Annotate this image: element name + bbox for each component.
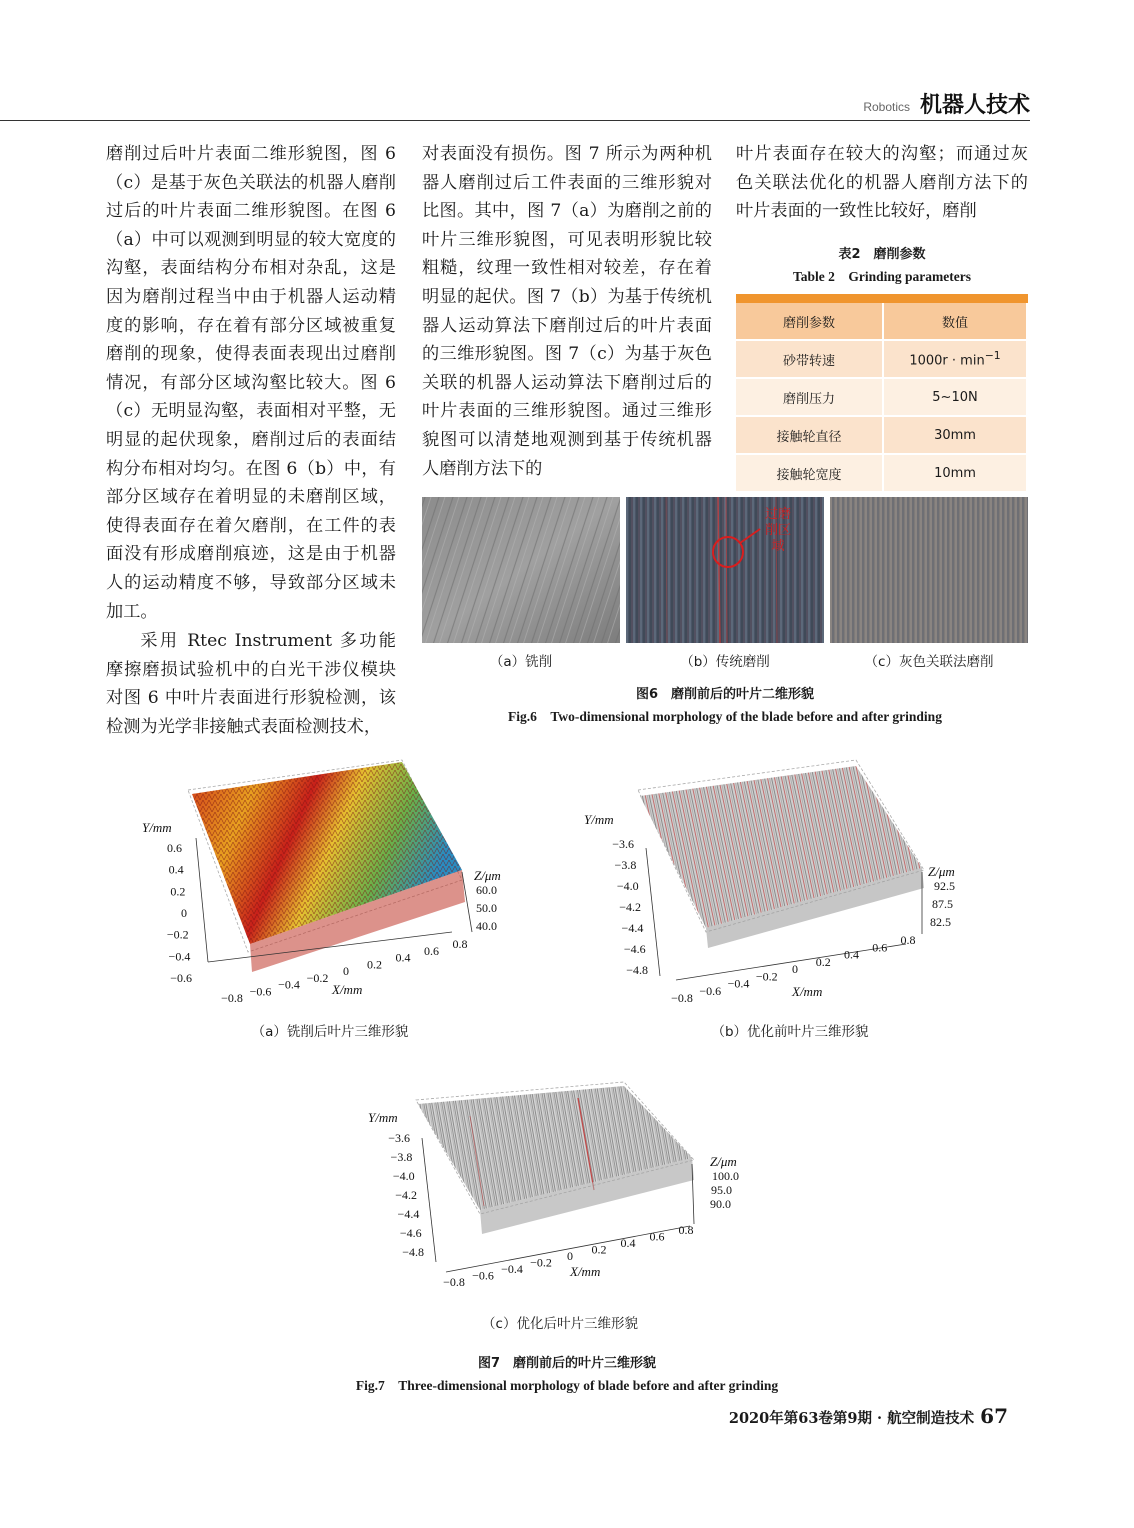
fig7a-caption: （a）铣削后叶片三维形貌 [251,1024,409,1040]
table-header: 磨削参数 [736,299,883,341]
table-cell: 接触轮宽度 [736,454,883,492]
y-axis-title: Y/mm [368,1110,398,1125]
tick-label: −3.8 [614,858,637,872]
tick-label: −0.2 [306,970,329,985]
text-column-1 [106,140,396,741]
tick-label: 87.5 [932,897,953,911]
table-row [736,454,1027,492]
tick-label: 90.0 [710,1197,731,1211]
tick-label: −4.8 [626,963,648,977]
tick-label: 0 [792,962,798,976]
tick-label: −0.4 [168,949,191,964]
tick-label: −0.8 [221,991,243,1005]
y-axis-ticks [612,837,648,977]
tick-label: −3.8 [390,1150,413,1164]
tick-label: −4.4 [397,1207,420,1221]
page-footer [729,1404,1008,1428]
x-axis-ticks [443,1223,693,1289]
text-column-2 [422,140,712,483]
y-axis-title: Y/mm [584,812,614,827]
tick-label: −0.6 [472,1268,494,1283]
tick-label: 0 [343,964,349,978]
tick-label: 0 [567,1249,573,1263]
tick-label: −0.6 [249,984,272,999]
z-axis-title: Z/μm [710,1154,737,1169]
y-axis-ticks [167,841,192,985]
tick-label: 60.0 [476,883,497,897]
tick-label: −4.2 [395,1188,417,1202]
tick-label: 0.2 [170,884,186,899]
tick-label: −0.2 [755,969,778,984]
tick-label: −4.6 [623,942,646,956]
tick-label: 0.2 [591,1242,607,1257]
tick-label: −4.6 [399,1226,422,1240]
tick-label: −0.6 [170,971,192,985]
tick-label: 0 [181,906,187,920]
tick-label: −0.2 [166,927,189,942]
tick-label: 0.6 [872,940,888,955]
table-row [736,416,1027,454]
tick-label: 0.6 [167,841,182,855]
tick-label: 92.5 [934,879,955,893]
y-axis-title: Y/mm [142,820,172,835]
tick-label: −0.2 [530,1255,552,1270]
x-axis-title: X/mm [332,982,363,997]
tick-label: −4.8 [402,1245,424,1259]
tick-label: −4.0 [392,1169,415,1183]
header-cn: 机器人技术 [919,93,1030,118]
table-cell: 30mm [883,416,1027,454]
text-column-3 [736,140,1028,226]
tick-label: −4.4 [621,921,644,935]
fig7-caption-en: Fig.7 Three-dimensional morphology of blade before and after grinding [355,1378,779,1393]
cell-superscript: −1 [984,349,1001,363]
header-en: Robotics [863,100,910,114]
tick-label: −4.2 [619,900,641,914]
tick-label: 0.6 [649,1229,665,1244]
tick-label: 0.8 [452,937,468,951]
tick-label: 82.5 [930,915,951,929]
tick-label: −3.6 [388,1131,410,1145]
tick-label: 0.2 [815,954,831,969]
fig6-caption-cn: 图6 磨削前后的叶片二维形貌 [635,687,815,702]
tick-label: −0.8 [443,1275,465,1289]
header-rule [0,120,1030,121]
running-header [0,88,1030,122]
tick-label: 0.4 [395,950,411,965]
table-header: 数值 [883,299,1027,341]
paragraph: 磨削过后叶片表面二维形貌图，图 6（c）是基于灰色关联法的机器人磨削过后的叶片表面二维形貌图。在图 6（a）中可以观测到明显的较大宽度的沟壑，表面结构分布相对杂乱，这是因为磨削过程当中由于机器人运动精度的影响，存在着有部分区域被重复磨削的现象，使得表面表现出过磨削情况，有部分区域沟壑比较大。图 6（c）无明显沟壑，表面相对平整，无明显的起伏现象，磨削过后的表面结构分布相对均匀。在图 6（b）中，有部分区域存在着明显的未磨削区域，使得表面存在着欠磨削，在工件的表面没有形成磨削痕迹，这是由于机器人的运动精度不够，导致部分区域未加工。 [106,144,396,622]
parameters-table [736,294,1028,493]
tick-label: −0.4 [501,1262,523,1276]
table-row [736,340,1027,378]
tick-label: −3.6 [612,837,634,851]
fig6-label-a: （a）铣削 [489,654,553,670]
tick-label: −4.0 [616,879,639,893]
paragraph: 叶片表面存在较大的沟壑；而通过灰色关联法优化的机器人磨削方法下的叶片表面的一致性比较好，磨削 [736,144,1028,222]
tick-label: −0.8 [671,991,693,1005]
fig7c-surface-plot [360,1076,760,1296]
y-axis-ticks [388,1131,424,1259]
z-axis-title: Z/μm [928,864,955,879]
fig6-milled-image [422,497,620,643]
paragraph: 采用 Rtec Instrument 多功能摩擦磨损试验机中的白光干涉仪模块对图 6 中叶片表面进行形貌检测，该检测为光学非接触式表面检测技术， [106,631,396,737]
tick-label: 0.4 [168,862,184,877]
tick-label: −0.6 [699,983,722,998]
table-cell: 接触轮直径 [736,416,883,454]
tick-label: 0.4 [620,1236,636,1250]
tick-label: 100.0 [712,1169,739,1183]
fig7b-caption: （b）优化前叶片三维形貌 [711,1024,869,1040]
fig7c-caption: （c）优化后叶片三维形貌 [482,1316,638,1332]
tick-label: 0.4 [844,947,859,962]
table-cell: 10mm [883,454,1027,492]
fig7-caption-cn: 图7 磨削前后的叶片三维形貌 [477,1356,657,1371]
z-axis-title: Z/μm [474,868,501,883]
table-header-row [736,299,1027,341]
tick-label: 0.2 [367,957,382,972]
cell-value: 1000r · min [909,353,985,369]
tick-label: −0.4 [727,976,750,991]
tick-label: −0.4 [278,977,300,992]
over-grinding-annotation: 过磨削区域 [764,507,791,554]
table-row [736,378,1027,416]
table-cell: 砂带转速 [736,340,883,378]
fig6-label-c: （c）灰色关联法磨削 [864,654,994,670]
x-axis-title: X/mm [570,1264,601,1279]
table-cell: 5~10N [883,378,1027,416]
table-2 [736,244,1028,493]
tick-label: 50.0 [476,901,497,915]
table-cell [883,340,1027,378]
paragraph: 对表面没有损伤。图 7 所示为两种机器人磨削过后工件表面的三维形貌对比图。其中，图 7（a）为磨削之前的叶片三维形貌图，可见表明形貌比较粗糙，纹理一致性相对较差，存在着明显的起伏。图 7（b）为基于传统机器人运动算法下磨削过后的叶片表面的三维形貌图。图 7（c）为基于灰色关联的机器人运动算法下磨削过后的叶片表面的三维形貌图。通过三维形貌图可以清楚地观测到基于传统机器人磨削方法下的 [422,144,712,479]
z-axis-ticks [476,883,497,933]
tick-label: 0.8 [900,933,916,947]
z-axis-ticks [930,879,955,929]
journal-info: 2020年第63卷第9期 · 航空制造技术 [728,1410,975,1427]
tick-label: 95.0 [711,1183,732,1197]
table-caption-en: Table 2 Grinding parameters [792,269,971,284]
page-number: 67 [980,1404,1008,1428]
tick-label: 0.8 [678,1223,694,1237]
z-axis-ticks [710,1169,739,1211]
table-caption-cn: 表2 磨削参数 [838,247,926,262]
x-axis-title: X/mm [792,984,823,999]
tick-label: 40.0 [476,919,497,933]
table-cell: 磨削压力 [736,378,883,416]
fig7a-surface-plot [140,752,520,1014]
fig6-caption-en: Fig.6 Two-dimensional morphology of the blade before and after grinding [508,709,942,724]
tick-label: 0.6 [424,943,439,958]
fig6-label-b: （b）传统磨削 [680,654,770,670]
fig6-grey-relation-image [830,497,1028,643]
fig7b-surface-plot [576,752,976,1014]
